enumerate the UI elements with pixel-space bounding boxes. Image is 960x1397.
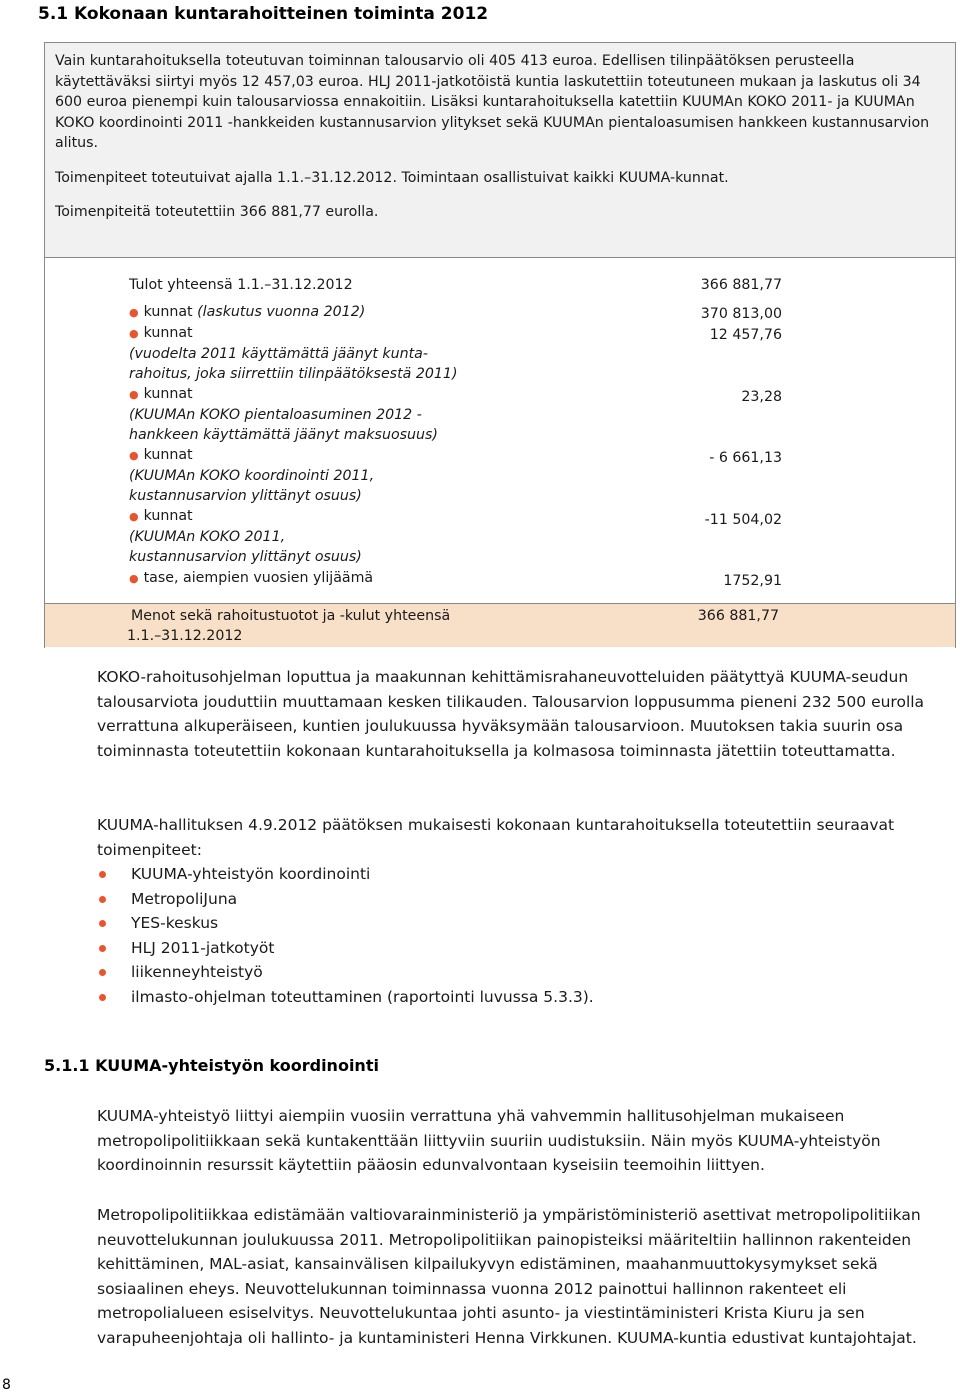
item-note: (laskutus vuonna 2012): [197, 304, 366, 320]
item-value: -11 504,02: [704, 512, 782, 528]
item-value: 370 813,00: [700, 306, 782, 322]
body-text: Metropolipolitiikkaa edistämään valtiovarainministeriö ja ympäristöministeriö asettivat metropolipolitiikan neuvottelukunnan joulukuussa 2011. Metropolipolitiikan painopisteiksi määriteltiin hallinnon rakenteiden kehittäminen, MAL-asiat, kansainvälisen kilpailukyvyn edistäminen, maahanmuuttokysymykset sekä sosiaalinen eheys. Neuvottelukunnan toiminnassa vuonna 2012 painottui hallinnon rakenteet eli metropolialueen esiselvitys. Neuvottelukuntaa johti asunto- ja viestintäministeri Krista Kiuru ja sen varapuheenjohtaja oli hallinto- ja kuntaministeri Henna Virkkunen. KUUMA-kuntia edustivat kuntajohtajat.: [97, 1206, 921, 1347]
item-note: (vuodelta 2011 käyttämättä jäänyt kunta-: [129, 346, 428, 362]
expense-total-row: [45, 603, 955, 647]
item-value: 23,28: [741, 389, 782, 405]
bullet-icon: [99, 945, 106, 952]
item-value: - 6 661,13: [709, 450, 782, 466]
expense-title: Menot sekä rahoitustuotot ja -kulut yhteensä: [131, 608, 451, 624]
list-item: ilmasto-ohjelman toteuttaminen (raportointi luvussa 5.3.3).: [97, 985, 957, 1010]
item-note: (KUUMAn KOKO koordinointi 2011,: [129, 468, 375, 484]
action-list: [97, 862, 957, 1009]
body-text: KUUMA-yhteistyö liittyi aiempiin vuosiin verrattuna yhä vahvemmin hallitusohjelman mukaiseen metropolipolitiikkaan sekä kuntakenttään liittyviin suuriin uudistuksiin. Näin myös KUUMA-yhteistyön koordinoinnin resurssit käytettiin pääosin edunvalvontaan kyseisiin teemoihin liittyen.: [97, 1107, 881, 1174]
income-total: 366 881,77: [700, 277, 782, 293]
list-item: HLJ 2011-jatkotyöt: [97, 936, 957, 961]
bullet-icon: ●: [129, 510, 139, 523]
bullet-icon: [99, 969, 106, 976]
bullet-icon: ●: [129, 572, 139, 585]
item-note: kustannusarvion ylittänyt osuus): [129, 488, 362, 504]
item-label: kunnat: [143, 386, 193, 402]
list-item: YES-keskus: [97, 911, 957, 936]
intro-paragraph: Vain kuntarahoituksella toteutuvan toiminnan talousarvio oli 405 413 euroa. Edellisen tilinpäätöksen perusteella käytettäväksi siirtyi myös 12 457,03 euroa. HLJ 2011-jatkotöistä kuntia laskutettiin toteutuneen mukaan ja laskutus oli 34 600 euroa pienempi kuin talousarviossa ennakoitiin. Lisäksi kuntarahoituksella katettiin KUUMAn KOKO 2011- ja KUUMAn KOKO koordinointi 2011 -hankkeiden kustannusarvion ylitykset sekä KUUMAn pientaloasumisen hankkeen kustannusarvion alitus.: [55, 53, 930, 151]
item-note: (KUUMAn KOKO pientaloasuminen 2012 -: [129, 407, 422, 423]
bullet-icon: ●: [129, 327, 139, 340]
item-value: 1752,91: [723, 573, 782, 589]
paragraph: [97, 665, 957, 763]
item-label: kunnat: [143, 304, 193, 320]
item-value: 12 457,76: [709, 327, 782, 343]
item-note: (KUUMAn KOKO 2011,: [129, 529, 286, 545]
list-item: KUUMA-yhteistyön koordinointi: [97, 862, 957, 887]
bullet-icon: [99, 896, 106, 903]
section-title: 5.1 Kokonaan kuntarahoitteinen toiminta 2012: [38, 4, 489, 24]
bullet-icon: ●: [129, 388, 139, 401]
bullet-icon: [99, 871, 106, 878]
intro-paragraph: Toimenpiteitä toteutettiin 366 881,77 eurolla.: [55, 204, 379, 220]
body-text: KOKO-rahoitusohjelman loputtua ja maakunnan kehittämisrahaneuvotteluiden päätyttyä KUUMA-seudun talousarviota jouduttiin muuttamaan kesken tilikauden. Talousarvion loppusumma pieneni 232 500 eurolla verrattuna alkuperäiseen, kuntien joulukuussa hyväksymään talousarvioon. Muutoksen takia suurin osa toiminnasta toteutettiin kokonaan kuntarahoituksella ja kolmasosa toiminnasta jätettiin toteuttamatta.: [97, 668, 925, 760]
bullet-icon: [99, 994, 106, 1001]
page-number: 8: [2, 1377, 11, 1393]
paragraph: [97, 1203, 957, 1350]
subsection-title: 5.1.1 KUUMA-yhteistyön koordinointi: [44, 1056, 379, 1075]
list-item: MetropoliJuna: [97, 887, 957, 912]
expense-period: 1.1.–31.12.2012: [127, 628, 243, 644]
intro-paragraph: Toimenpiteet toteutuivat ajalla 1.1.–31.12.2012. Toimintaan osallistuivat kaikki KUUMA-kunnat.: [55, 169, 729, 186]
income-table: [45, 257, 955, 648]
item-label: kunnat: [143, 447, 193, 463]
action-section: [97, 813, 957, 1009]
budget-box: [44, 42, 956, 648]
item-note: kustannusarvion ylittänyt osuus): [129, 549, 362, 565]
paragraph: [97, 1104, 957, 1178]
body-text: KUUMA-hallituksen 4.9.2012 päätöksen mukaisesti kokonaan kuntarahoituksella toteutettiin seuraavat toimenpiteet:: [97, 816, 895, 859]
bullet-icon: ●: [129, 306, 139, 319]
bullet-icon: [99, 920, 106, 927]
item-label: kunnat: [143, 508, 193, 524]
item-label: kunnat: [143, 325, 193, 341]
income-title: Tulot yhteensä 1.1.–31.12.2012: [129, 277, 353, 293]
budget-intro: [55, 51, 945, 237]
expense-total: 366 881,77: [697, 608, 779, 624]
item-note: rahoitus, joka siirrettiin tilinpäätöksestä 2011): [129, 366, 458, 382]
bullet-icon: ●: [129, 449, 139, 462]
item-note: hankkeen käyttämättä jäänyt maksuosuus): [129, 427, 438, 443]
item-label: tase, aiempien vuosien ylijäämä: [143, 570, 374, 586]
list-item: liikenneyhteistyö: [97, 960, 957, 985]
